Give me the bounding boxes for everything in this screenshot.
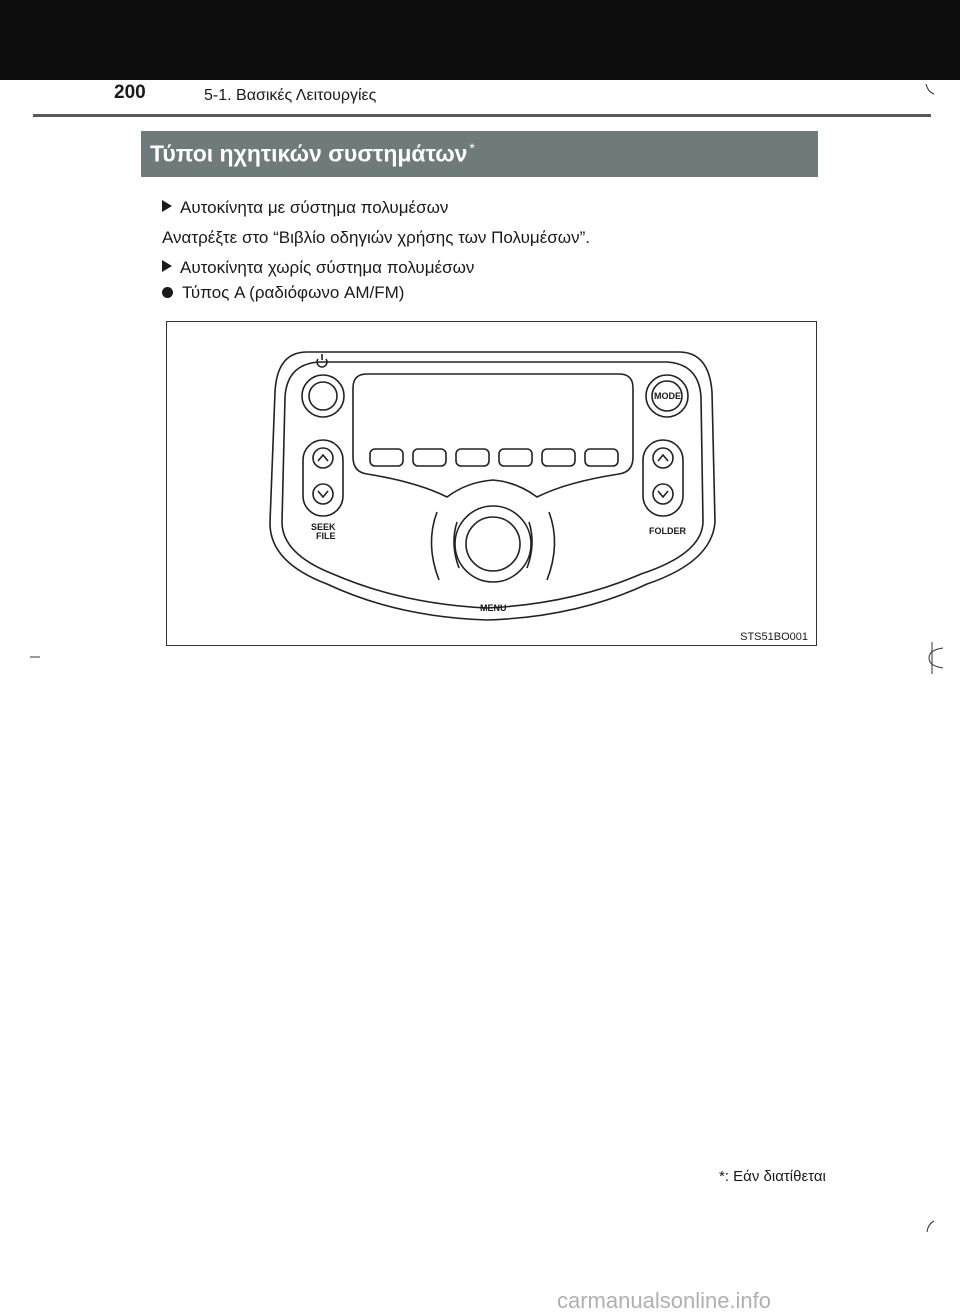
menu-label: MENU [480,603,507,613]
triangle-bullet-icon [162,200,172,212]
crop-mark [28,652,44,662]
figure-code: STS51BO001 [740,631,808,643]
preset-6 [585,449,618,466]
list-item: Αυτοκίνητα χωρίς σύστημα πολυμέσων [162,258,474,278]
title-bar [141,131,818,177]
menu-knob [466,517,520,571]
list-item: Αυτοκίνητα με σύστημα πολυμέσων [162,198,448,218]
display-bezel [353,374,633,497]
watermark: carmanualsonline.info [557,1288,772,1313]
file-label: FILE [316,531,336,541]
radio-panel-drawing [167,322,818,647]
header-rule [33,114,931,117]
preset-4 [499,449,532,466]
triangle-bullet-icon [162,260,172,272]
page-number: 200 [114,82,146,103]
section-heading: 5-1. Βασικές Λειτουργίες [204,87,377,104]
circle-bullet-icon [162,287,173,298]
list-item: Τύπος A (ραδιόφωνο AM/FM) [162,283,404,303]
preset-3 [456,449,489,466]
asterisk: * [469,140,475,156]
crop-mark [922,1218,938,1236]
crop-mark [920,82,940,98]
paragraph: Ανατρέξτε στο “Βιβλίο οδηγιών χρήσης των Πολυμέσων”. [162,228,590,247]
mode-label: MODE [654,391,681,401]
preset-1 [370,449,403,466]
folder-label: FOLDER [649,526,686,536]
page-title: Τύποι ηχητικών συστημάτων * [150,140,475,167]
footnote: *: Εάν διατίθεται [719,1168,826,1185]
power-button [309,382,337,410]
top-black-bar [0,0,960,80]
preset-5 [542,449,575,466]
crop-mark [917,640,947,676]
preset-2 [413,449,446,466]
seek-label: SEEK [311,522,336,532]
radio-illustration [166,321,817,646]
